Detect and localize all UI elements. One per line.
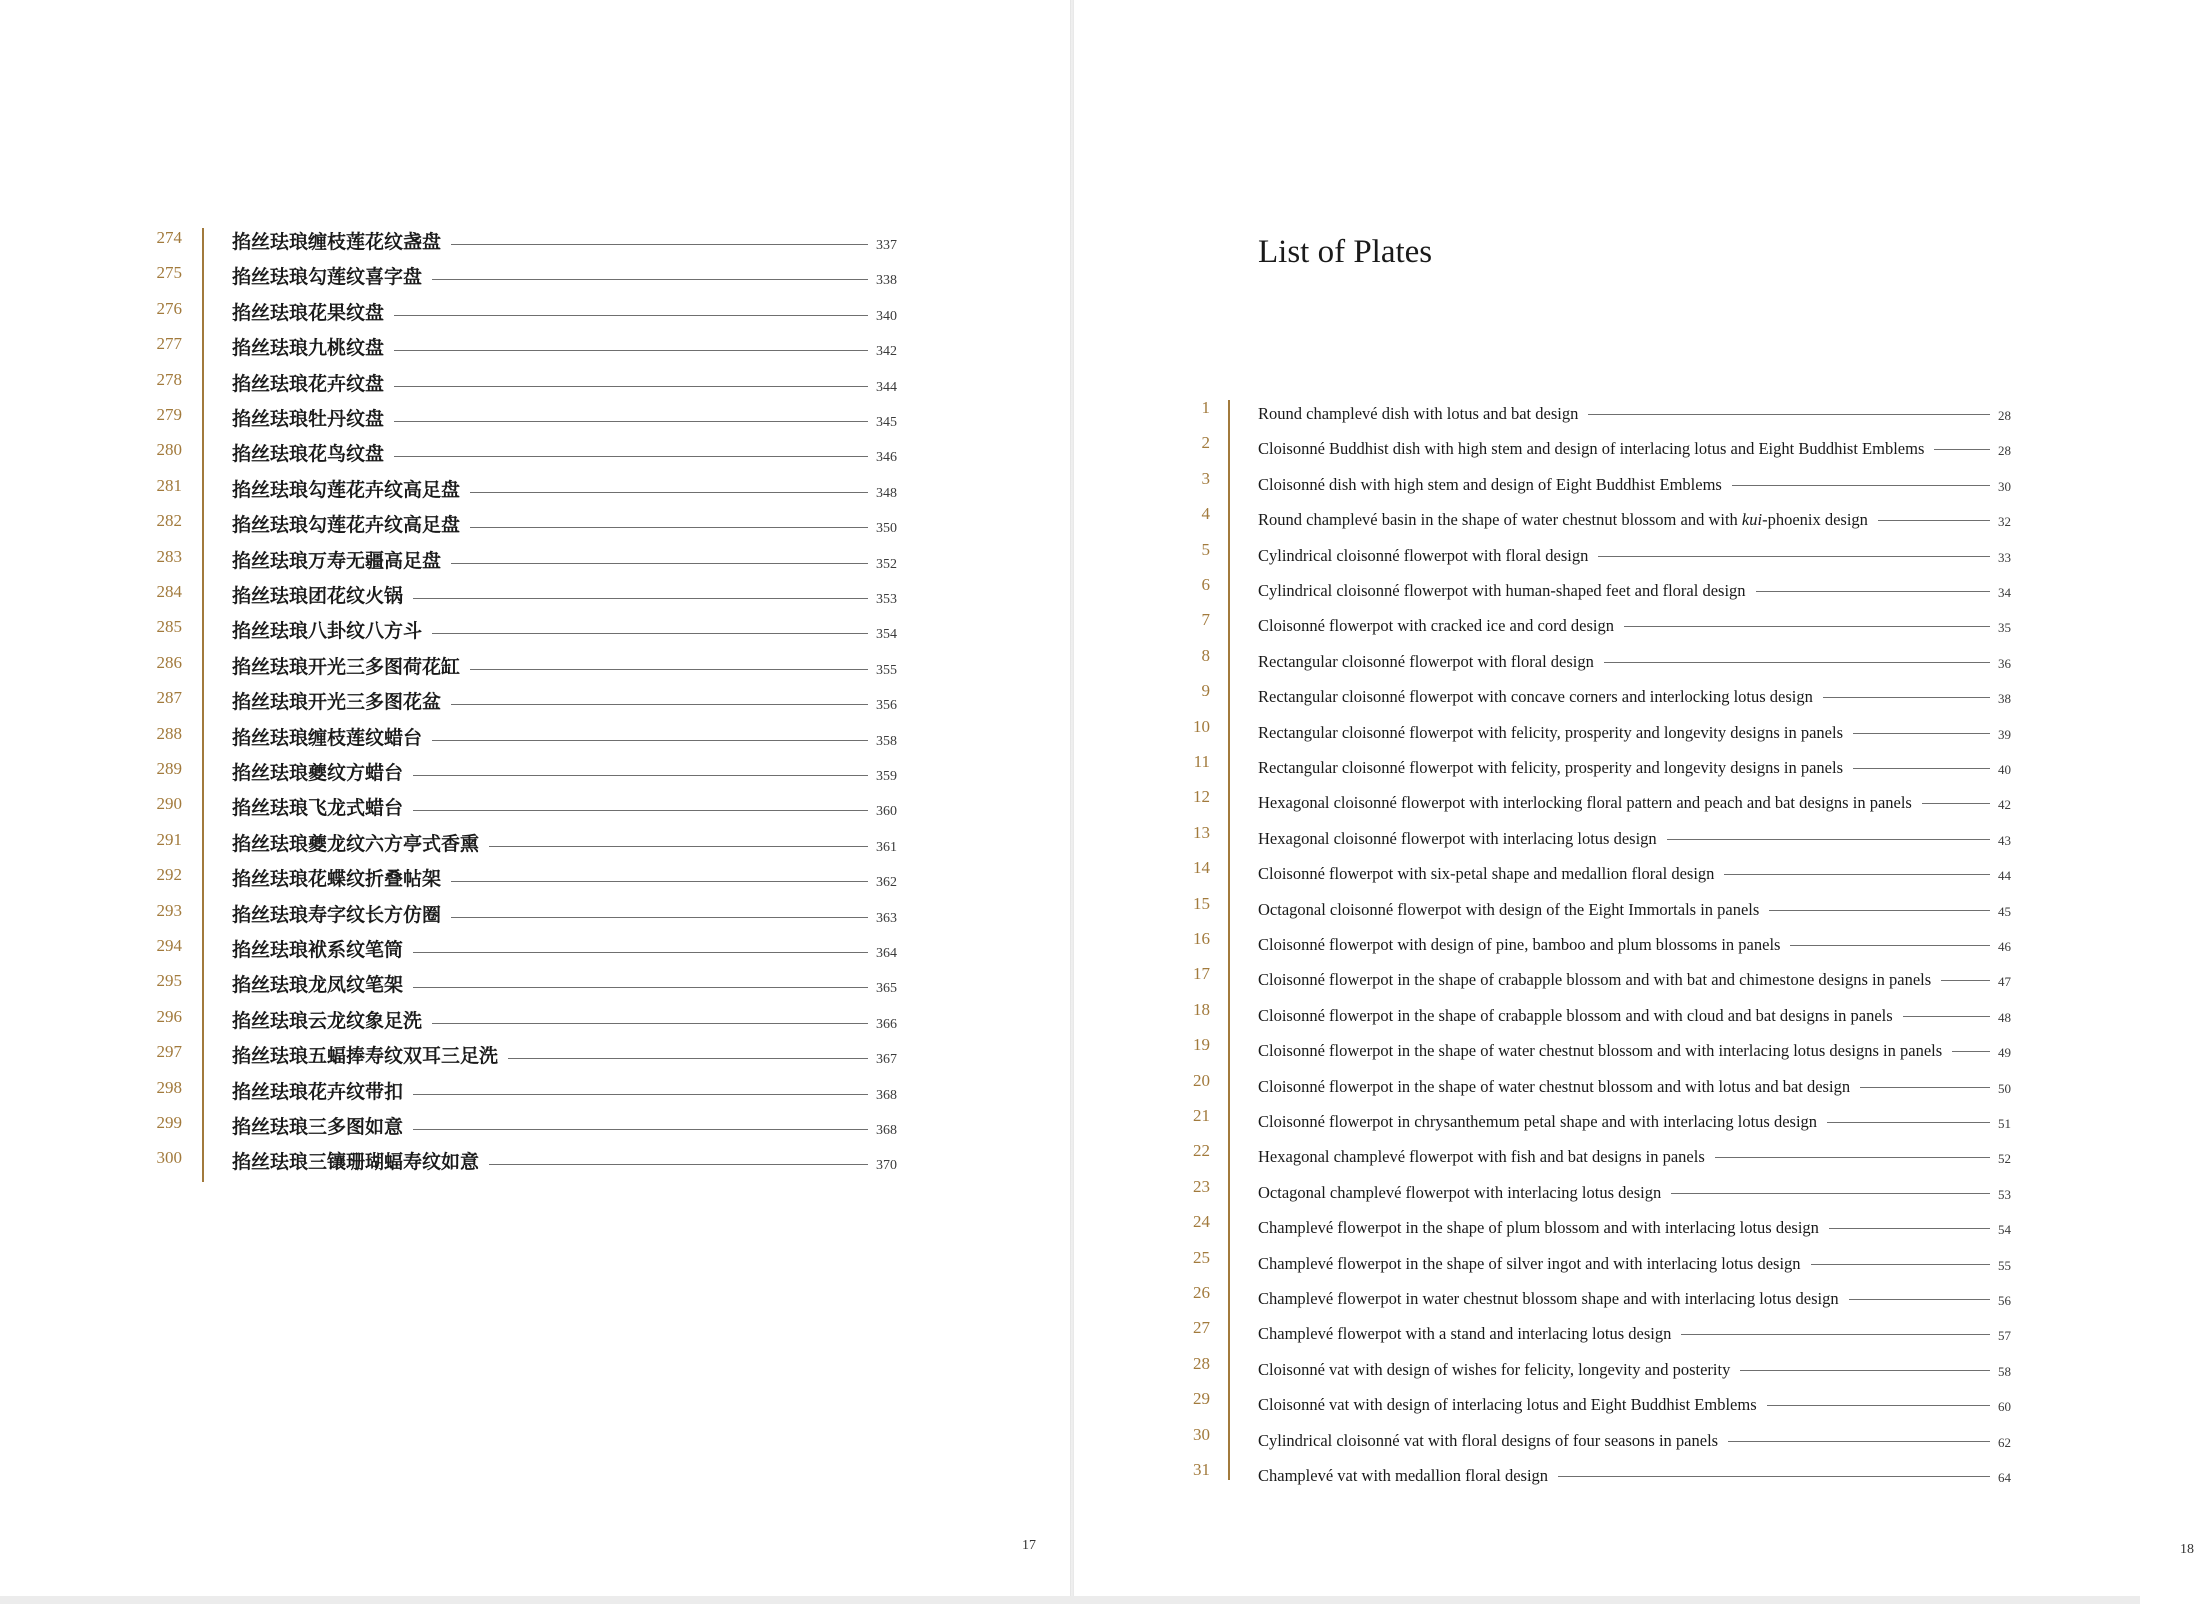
toc-entry[interactable] xyxy=(140,259,900,289)
leader-line xyxy=(1767,1405,1990,1406)
plate-title: Cloisonné flowerpot in the shape of crabapple blossom and with bat and chimestone designs in panels xyxy=(1258,970,1932,990)
leader-line xyxy=(1811,1264,1990,1265)
left-page xyxy=(0,0,1070,1596)
leader-line xyxy=(1756,591,1990,592)
page-reference: 34 xyxy=(1998,585,2011,600)
plate-title: Rectangular cloisonné flowerpot with concave corners and interlocking lotus design xyxy=(1258,687,1813,707)
leader-line xyxy=(451,704,868,705)
page-reference: 353 xyxy=(876,592,897,607)
page-reference: 366 xyxy=(876,1016,897,1032)
page-reference: 358 xyxy=(876,733,897,749)
page-reference: 42 xyxy=(1998,797,2011,813)
plate-number: 281 xyxy=(156,475,182,495)
plate-title: 掐丝珐琅开光三多图花盆 xyxy=(232,691,442,714)
plate-number: 11 xyxy=(1193,752,1210,771)
leader-line xyxy=(1624,626,1990,627)
plate-number: 23 xyxy=(1193,1176,1210,1196)
toc-entry[interactable] xyxy=(140,684,900,714)
toc-entry[interactable] xyxy=(140,1144,900,1174)
plate-title: 掐丝珐琅寿字纹长方仿圈 xyxy=(232,903,442,926)
plate-number: 3 xyxy=(1201,468,1210,488)
leader-line xyxy=(451,917,868,918)
toc-entry[interactable] xyxy=(1180,960,2018,990)
toc-entry[interactable] xyxy=(140,720,900,750)
leader-line xyxy=(1829,1228,1990,1229)
leader-line xyxy=(1922,803,1990,804)
plate-number: 286 xyxy=(156,652,182,672)
leader-line xyxy=(413,810,868,811)
toc-entry[interactable] xyxy=(140,1003,900,1033)
page-reference: 55 xyxy=(1998,1257,2011,1273)
plate-number: 6 xyxy=(1201,575,1210,594)
plate-number: 27 xyxy=(1193,1318,1210,1338)
plate-number: 21 xyxy=(1193,1106,1210,1125)
page-reference: 348 xyxy=(876,485,897,501)
plate-number: 30 xyxy=(1193,1424,1210,1444)
plate-title: Champlevé flowerpot with a stand and interlacing lotus design xyxy=(1258,1324,1672,1344)
toc-entry[interactable] xyxy=(1180,571,2018,601)
toc-entry[interactable] xyxy=(140,755,900,785)
page-reference: 58 xyxy=(1998,1363,2011,1379)
toc-entry[interactable] xyxy=(1180,996,2018,1026)
plate-number: 15 xyxy=(1193,893,1210,913)
page-reference: 354 xyxy=(876,627,897,643)
leader-line xyxy=(394,315,868,316)
toc-entry[interactable] xyxy=(1180,500,2018,530)
plate-number: 9 xyxy=(1201,681,1210,701)
plate-title: Cloisonné dish with high stem and design of Eight Buddhist Emblems xyxy=(1258,474,1722,494)
leader-line xyxy=(413,1094,868,1095)
toc-entry[interactable] xyxy=(1180,677,2018,707)
toc-entry[interactable] xyxy=(140,826,900,856)
plate-number: 297 xyxy=(156,1042,182,1062)
plate-number: 287 xyxy=(156,688,182,708)
page-reference: 355 xyxy=(876,662,897,678)
plate-title: Champlevé vat with medallion floral design xyxy=(1258,1466,1549,1485)
plate-title: Champlevé flowerpot in the shape of plum blossom and with interlacing lotus design xyxy=(1258,1218,1819,1238)
toc-entry[interactable] xyxy=(140,790,900,820)
leader-line xyxy=(1681,1334,1990,1335)
page-reference: 344 xyxy=(876,379,897,395)
toc-entry[interactable] xyxy=(1180,1208,2018,1238)
toc-entry[interactable] xyxy=(140,932,900,962)
page-reference: 362 xyxy=(876,875,897,891)
page-reference: 52 xyxy=(1998,1151,2011,1167)
plates-toc xyxy=(1180,394,2018,1484)
plate-number: 299 xyxy=(156,1113,182,1132)
plate-number: 277 xyxy=(156,334,182,354)
toc-entry[interactable] xyxy=(140,1109,900,1139)
plate-title: Cylindrical cloisonné flowerpot with human-shaped feet and floral design xyxy=(1258,581,1746,600)
plate-number: 288 xyxy=(156,723,182,743)
page-reference: 342 xyxy=(876,344,897,360)
toc-entry[interactable] xyxy=(1180,713,2018,743)
leader-line xyxy=(1740,1370,1990,1371)
plate-title: 掐丝珐琅缠枝莲纹蜡台 xyxy=(232,726,423,749)
page-reference: 43 xyxy=(1998,832,2011,848)
plate-title: Hexagonal cloisonné flowerpot with interlocking floral pattern and peach and bat designs in panels xyxy=(1258,793,1912,813)
plate-title: 掐丝珐琅夔龙纹六方亭式香熏 xyxy=(232,832,480,855)
page-reference: 36 xyxy=(1998,655,2011,671)
leader-line xyxy=(470,492,868,493)
leader-line xyxy=(489,1164,868,1165)
page-reference: 54 xyxy=(1998,1222,2011,1238)
toc-entry[interactable] xyxy=(1180,1350,2018,1380)
plate-number: 275 xyxy=(156,263,182,283)
plate-title: 掐丝珐琅九桃纹盘 xyxy=(232,337,385,360)
plate-number: 13 xyxy=(1193,822,1210,842)
plate-title: 掐丝珐琅云龙纹象足洗 xyxy=(232,1009,423,1032)
leader-line xyxy=(1952,1051,1990,1052)
toc-entry[interactable] xyxy=(1180,1421,2018,1451)
toc-entry[interactable] xyxy=(140,543,900,573)
plate-number: 12 xyxy=(1193,787,1210,807)
leader-line xyxy=(1667,839,1990,840)
toc-entry[interactable] xyxy=(1180,748,2018,778)
plate-number: 19 xyxy=(1193,1035,1210,1055)
leader-line xyxy=(1604,662,1990,663)
plate-number: 18 xyxy=(1193,999,1210,1019)
toc-entry[interactable] xyxy=(140,436,900,466)
toc-entry[interactable] xyxy=(140,366,900,396)
leader-line xyxy=(451,244,868,245)
leader-line xyxy=(1588,414,1990,415)
page-reference: 32 xyxy=(1998,514,2011,530)
plate-number: 280 xyxy=(156,440,182,460)
page-reference: 30 xyxy=(1998,478,2011,494)
plate-number: 274 xyxy=(156,228,182,247)
plate-title: 掐丝珐琅缠枝莲花纹盏盘 xyxy=(232,231,442,253)
toc-entry[interactable] xyxy=(1180,1173,2018,1203)
toc-entry[interactable] xyxy=(1180,1067,2018,1097)
plate-number: 20 xyxy=(1193,1070,1210,1090)
page-reference: 28 xyxy=(1998,443,2011,459)
plate-title: 掐丝珐琅飞龙式蜡台 xyxy=(232,797,404,820)
toc-entry[interactable] xyxy=(140,472,900,502)
page-reference: 368 xyxy=(876,1087,897,1103)
page-number-left: 17 xyxy=(1022,1538,1036,1553)
plate-number: 298 xyxy=(156,1077,182,1097)
plate-number: 290 xyxy=(156,794,182,814)
plate-number: 10 xyxy=(1193,716,1210,736)
plate-number: 300 xyxy=(156,1148,182,1168)
toc-entry[interactable] xyxy=(1180,642,2018,672)
plate-title: Cloisonné flowerpot with design of pine, bamboo and plum blossoms in panels xyxy=(1258,935,1781,954)
page-reference: 360 xyxy=(876,804,897,820)
leader-line xyxy=(432,1023,868,1024)
leader-line xyxy=(1903,1016,1990,1017)
page-reference: 49 xyxy=(1998,1045,2011,1061)
plate-title: Cloisonné flowerpot with six-petal shape and medallion floral design xyxy=(1258,864,1715,884)
plate-title: Hexagonal champlevé flowerpot with fish and bat designs in panels xyxy=(1258,1147,1705,1167)
plate-title: 掐丝珐琅万寿无疆高足盘 xyxy=(232,549,442,572)
page-reference: 35 xyxy=(1998,620,2011,636)
plate-number: 292 xyxy=(156,865,182,885)
page-bottom-edge xyxy=(0,1596,2140,1604)
toc-entry[interactable] xyxy=(1180,1314,2018,1344)
toc-entry[interactable] xyxy=(140,330,900,360)
toc-entry[interactable] xyxy=(140,897,900,927)
leader-line xyxy=(1941,980,1990,981)
plate-number: 291 xyxy=(156,829,182,849)
plate-title: 掐丝珐琅袱系纹笔筒 xyxy=(232,939,404,961)
plate-title: 掐丝珐琅牡丹纹盘 xyxy=(232,408,385,430)
page-reference: 50 xyxy=(1998,1080,2011,1096)
plate-number: 1 xyxy=(1201,398,1210,417)
page-reference: 45 xyxy=(1998,903,2011,919)
plate-number: 17 xyxy=(1193,964,1210,984)
leader-line xyxy=(1827,1122,1990,1123)
plate-number: 5 xyxy=(1201,539,1210,559)
leader-line xyxy=(413,598,868,599)
plate-title: 掐丝珐琅勾莲花卉纹高足盘 xyxy=(232,478,461,501)
plate-title: Cloisonné flowerpot in the shape of water chestnut blossom and with lotus and bat design xyxy=(1258,1076,1851,1096)
toc-entry[interactable] xyxy=(1180,890,2018,920)
plate-number: 285 xyxy=(156,617,182,637)
page-reference: 356 xyxy=(876,698,897,714)
page-reference: 352 xyxy=(876,556,897,572)
plate-title: 掐丝珐琅花蝶纹折叠帖架 xyxy=(232,868,442,891)
plate-number: 28 xyxy=(1193,1353,1210,1373)
list-of-plates-heading: List of Plates xyxy=(1258,234,1433,270)
plate-number: 31 xyxy=(1193,1460,1210,1479)
plate-title: Cylindrical cloisonné flowerpot with floral design xyxy=(1258,545,1589,565)
page-reference: 361 xyxy=(876,839,897,855)
plate-number: 14 xyxy=(1193,858,1210,878)
toc-entry[interactable] xyxy=(140,224,900,254)
plate-number: 289 xyxy=(156,759,182,778)
leader-line xyxy=(413,775,868,776)
plate-title: Rectangular cloisonné flowerpot with felicity, prosperity and longevity designs in panels xyxy=(1258,758,1844,777)
leader-line xyxy=(1769,910,1990,911)
page-reference: 28 xyxy=(1998,408,2011,423)
leader-line xyxy=(413,1129,868,1130)
plate-title: Hexagonal cloisonné flowerpot with interlacing lotus design xyxy=(1258,828,1657,848)
plate-number: 16 xyxy=(1193,929,1210,948)
toc-entry[interactable] xyxy=(1180,394,2018,424)
page-reference: 368 xyxy=(876,1123,897,1138)
leader-line xyxy=(394,386,868,387)
leader-line xyxy=(470,669,868,670)
leader-line xyxy=(1598,556,1990,557)
toc-entry[interactable] xyxy=(1180,854,2018,884)
toc-entry[interactable] xyxy=(1180,925,2018,955)
plate-title: Cloisonné Buddhist dish with high stem and design of interlacing lotus and Eight Buddhist Emblems xyxy=(1258,439,1925,459)
leader-line xyxy=(489,846,868,847)
page-reference: 48 xyxy=(1998,1009,2011,1025)
page-reference: 337 xyxy=(876,238,897,253)
leader-line xyxy=(394,350,868,351)
leader-line xyxy=(451,563,868,564)
plate-number: 8 xyxy=(1201,645,1210,665)
toc-entry[interactable] xyxy=(140,967,900,997)
leader-line xyxy=(470,527,868,528)
leader-line xyxy=(1558,1476,1990,1477)
plate-title: 掐丝珐琅夔纹方蜡台 xyxy=(232,762,404,784)
plate-title: 掐丝珐琅花卉纹带扣 xyxy=(232,1080,404,1103)
toc-entry[interactable] xyxy=(140,401,900,431)
page-reference: 350 xyxy=(876,521,897,537)
plate-title: Octagonal cloisonné flowerpot with design of the Eight Immortals in panels xyxy=(1258,899,1760,919)
plate-number: 278 xyxy=(156,369,182,389)
plate-number: 2 xyxy=(1201,433,1210,453)
plate-number: 296 xyxy=(156,1006,182,1026)
plate-number: 282 xyxy=(156,511,182,531)
toc-entry[interactable] xyxy=(1180,1385,2018,1415)
plate-title: 掐丝珐琅团花纹火锅 xyxy=(232,585,404,607)
plate-title: 掐丝珐琅花卉纹盘 xyxy=(232,372,385,395)
leader-line xyxy=(1823,697,1990,698)
plate-title: 掐丝珐琅三多图如意 xyxy=(232,1116,404,1138)
plate-number: 22 xyxy=(1193,1141,1210,1161)
leader-line xyxy=(432,633,868,634)
page-reference: 365 xyxy=(876,981,897,997)
plate-title: Cloisonné flowerpot in the shape of water chestnut blossom and with interlacing lotus designs in panels xyxy=(1258,1041,1943,1061)
leader-line xyxy=(1853,733,1990,734)
plate-number: 7 xyxy=(1201,610,1210,630)
plate-title: 掐丝珐琅八卦纹八方斗 xyxy=(232,620,423,643)
plate-title: 掐丝珐琅勾莲纹喜字盘 xyxy=(232,266,423,289)
page-reference: 363 xyxy=(876,910,897,926)
toc-entry[interactable] xyxy=(1180,465,2018,495)
leader-line xyxy=(413,987,868,988)
toc-entry[interactable] xyxy=(140,649,900,679)
plate-title: Octagonal champlevé flowerpot with interlacing lotus design xyxy=(1258,1182,1662,1202)
toc-entry[interactable] xyxy=(140,613,900,643)
page-reference: 346 xyxy=(876,450,897,466)
plate-title: 掐丝珐琅开光三多图荷花缸 xyxy=(232,655,461,678)
toc-entry[interactable] xyxy=(1180,1456,2018,1486)
page-reference: 56 xyxy=(1998,1293,2011,1308)
plate-title: Rectangular cloisonné flowerpot with felicity, prosperity and longevity designs in panels xyxy=(1258,722,1844,742)
page-reference: 40 xyxy=(1998,762,2011,777)
plate-number: 4 xyxy=(1201,504,1210,524)
page-reference: 64 xyxy=(1998,1470,2011,1485)
page-reference: 47 xyxy=(1998,974,2011,990)
page-reference: 44 xyxy=(1998,868,2011,884)
leader-line xyxy=(432,740,868,741)
toc-entry[interactable] xyxy=(1180,1102,2018,1132)
leader-line xyxy=(508,1058,868,1059)
toc-entry[interactable] xyxy=(1180,819,2018,849)
plate-title: Cylindrical cloisonné vat with floral designs of four seasons in panels xyxy=(1258,1430,1719,1450)
plate-number: 29 xyxy=(1193,1389,1210,1409)
toc-entry[interactable] xyxy=(1180,1137,2018,1167)
toc-entry[interactable] xyxy=(1180,1279,2018,1309)
leader-line xyxy=(1853,768,1990,769)
plate-title: Champlevé flowerpot in water chestnut blossom shape and with interlacing lotus design xyxy=(1258,1289,1839,1308)
page-reference: 60 xyxy=(1998,1399,2011,1415)
toc-entry[interactable] xyxy=(1180,1031,2018,1061)
toc-entry[interactable] xyxy=(140,578,900,608)
toc-entry[interactable] xyxy=(1180,1244,2018,1274)
chinese-toc xyxy=(140,224,900,1184)
plate-title: Cloisonné flowerpot with cracked ice and cord design xyxy=(1258,616,1615,636)
page-reference: 57 xyxy=(1998,1328,2011,1344)
plate-title: 掐丝珐琅五蝠捧寿纹双耳三足洗 xyxy=(232,1045,499,1068)
leader-line xyxy=(451,881,868,882)
plate-number: 26 xyxy=(1193,1283,1210,1302)
plate-title: Round champlevé basin in the shape of water chestnut blossom and with kui-phoenix design xyxy=(1258,510,1868,530)
page-reference: 340 xyxy=(876,308,897,324)
plate-title: 掐丝珐琅勾莲花卉纹高足盘 xyxy=(232,514,461,537)
plate-title: Cloisonné vat with design of interlacing lotus and Eight Buddhist Emblems xyxy=(1258,1395,1757,1415)
page-reference: 345 xyxy=(876,415,897,430)
leader-line xyxy=(394,421,868,422)
plate-number: 25 xyxy=(1193,1247,1210,1267)
leader-line xyxy=(1860,1087,1990,1088)
plate-number: 294 xyxy=(156,936,182,955)
toc-entry[interactable] xyxy=(140,507,900,537)
page-reference: 62 xyxy=(1998,1434,2011,1450)
plate-number: 24 xyxy=(1193,1212,1210,1232)
toc-entry[interactable] xyxy=(140,1038,900,1068)
leader-line xyxy=(1732,485,1990,486)
leader-line xyxy=(432,279,868,280)
plate-title: Cloisonné flowerpot in chrysanthemum petal shape and with interlacing lotus design xyxy=(1258,1112,1818,1131)
page-reference: 364 xyxy=(876,946,897,961)
toc-entry[interactable] xyxy=(1180,536,2018,566)
page-reference: 38 xyxy=(1998,691,2011,707)
toc-entry[interactable] xyxy=(1180,606,2018,636)
leader-line xyxy=(1724,874,1990,875)
leader-line xyxy=(1715,1157,1990,1158)
plate-number: 295 xyxy=(156,971,182,991)
leader-line xyxy=(413,952,868,953)
leader-line xyxy=(1790,945,1990,946)
page-number-right: 18 xyxy=(2180,1542,2194,1557)
toc-entry[interactable] xyxy=(1180,429,2018,459)
plate-number: 279 xyxy=(156,405,182,424)
plate-title: Cloisonné vat with design of wishes for felicity, longevity and posterity xyxy=(1258,1359,1731,1379)
page-reference: 370 xyxy=(876,1158,897,1174)
plate-number: 283 xyxy=(156,546,182,566)
page-reference: 53 xyxy=(1998,1186,2011,1202)
page-reference: 51 xyxy=(1998,1116,2011,1131)
leader-line xyxy=(1878,520,1990,521)
plate-number: 293 xyxy=(156,900,182,920)
leader-line xyxy=(394,456,868,457)
plate-number: 276 xyxy=(156,298,182,318)
leader-line xyxy=(1849,1299,1990,1300)
plate-title: Rectangular cloisonné flowerpot with floral design xyxy=(1258,651,1594,671)
plate-number: 284 xyxy=(156,582,182,601)
plate-title: Cloisonné flowerpot in the shape of crabapple blossom and with cloud and bat designs in panels xyxy=(1258,1005,1893,1025)
plate-title: 掐丝珐琅龙凤纹笔架 xyxy=(232,974,404,997)
leader-line xyxy=(1671,1193,1990,1194)
leader-line xyxy=(1728,1441,1990,1442)
page-reference: 359 xyxy=(876,769,897,784)
page-reference: 338 xyxy=(876,273,897,289)
plate-title: Round champlevé dish with lotus and bat design xyxy=(1258,404,1579,423)
plate-title: 掐丝珐琅花果纹盘 xyxy=(232,301,385,324)
page-reference: 46 xyxy=(1998,939,2011,954)
plate-title: Champlevé flowerpot in the shape of silver ingot and with interlacing lotus design xyxy=(1258,1253,1801,1273)
toc-entry[interactable] xyxy=(140,295,900,325)
plate-title: 掐丝珐琅三镶珊瑚蝠寿纹如意 xyxy=(232,1151,480,1174)
leader-line xyxy=(1934,449,1990,450)
page-reference: 39 xyxy=(1998,726,2011,742)
toc-entry[interactable] xyxy=(140,1074,900,1104)
page-reference: 33 xyxy=(1998,549,2011,565)
plate-title: 掐丝珐琅花鸟纹盘 xyxy=(232,443,385,466)
toc-entry[interactable] xyxy=(1180,783,2018,813)
toc-entry[interactable] xyxy=(140,861,900,891)
page-reference: 367 xyxy=(876,1052,897,1068)
